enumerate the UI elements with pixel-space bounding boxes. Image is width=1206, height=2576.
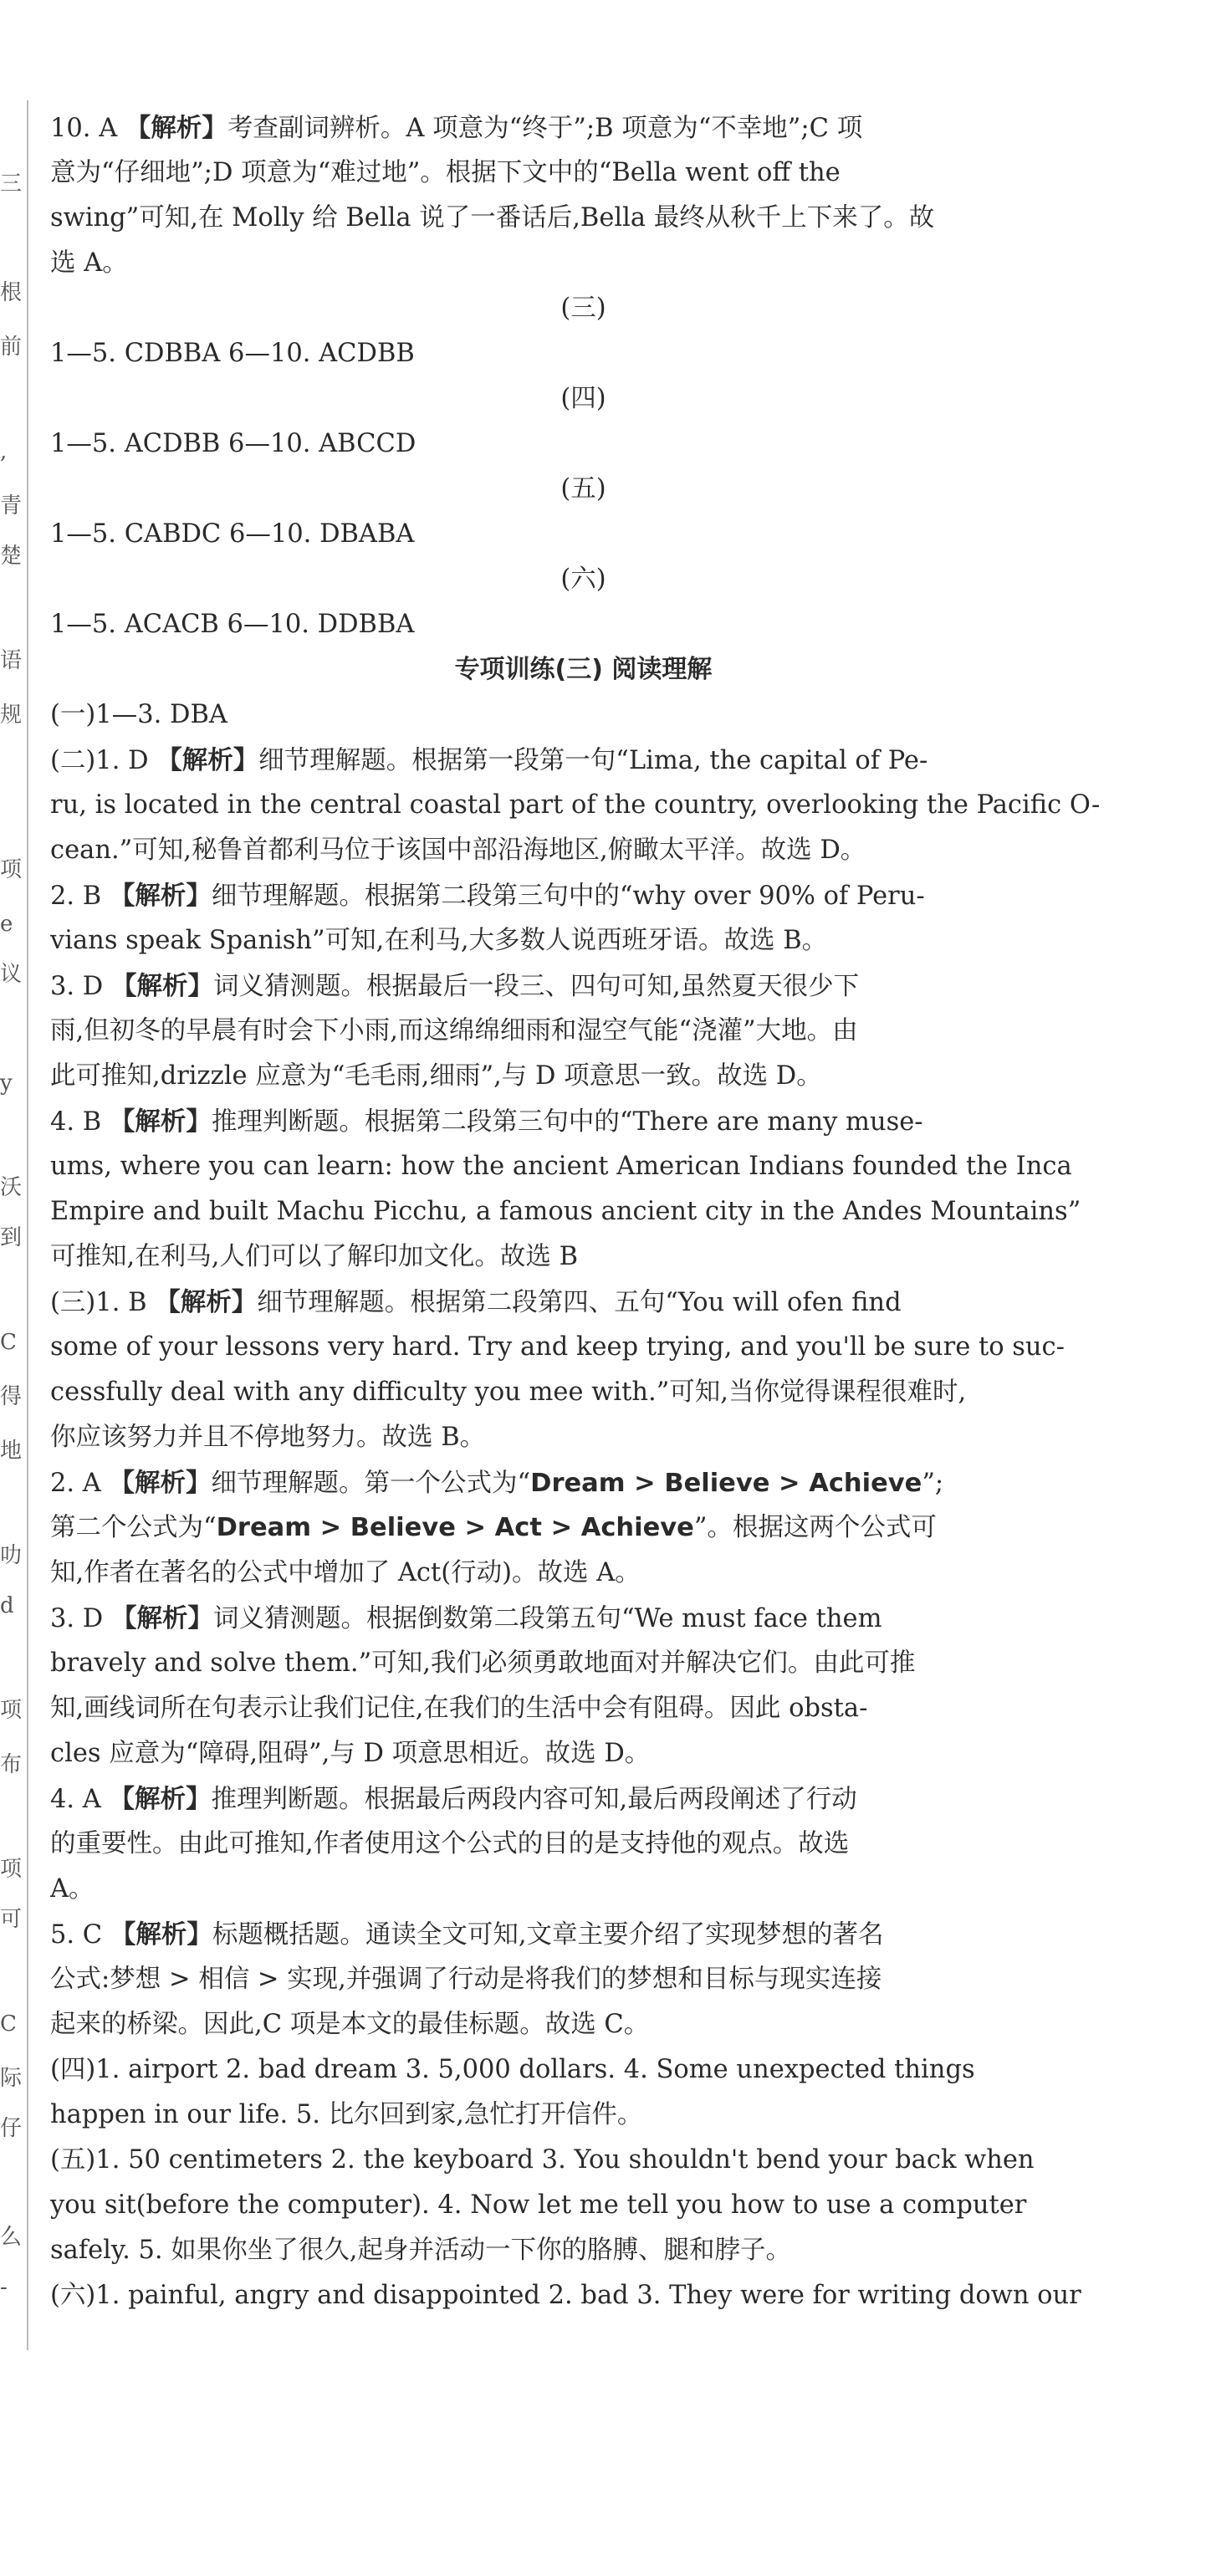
- text-line: [50, 2183, 1117, 2228]
- analysis-label: 【解析】: [125, 113, 227, 143]
- text-segment: 标题概括题。通读全文可知,文章主要介绍了实现梦想的著名: [212, 1920, 884, 1950]
- text-segment: 2. B: [50, 882, 110, 911]
- analysis-label: 【解析】: [109, 881, 212, 911]
- margin-fragment: 青: [0, 493, 23, 519]
- text-line: [50, 196, 1117, 241]
- text-line: [50, 422, 1117, 467]
- text-segment: 4. B: [50, 1107, 110, 1137]
- margin-fragment: 项: [0, 857, 23, 882]
- section-number: (六): [560, 565, 606, 594]
- margin-fragment: 得: [0, 1384, 23, 1409]
- text-segment: cean.”可知,秘鲁首都利马位于该国中部沿海地区,俯瞰太平洋。故选 D。: [50, 836, 866, 865]
- text-segment: 5. C: [50, 1920, 110, 1950]
- text-segment: (一)1—3. DBA: [50, 700, 227, 729]
- text-segment: cles 应意为“障碍,阻碍”,与 D 项意思相近。故选 D。: [50, 1739, 651, 1768]
- text-line: [50, 1415, 1117, 1460]
- text-line: [50, 1912, 1117, 1957]
- text-segment: 知,作者在著名的公式中增加了 Act(行动)。故选 A。: [50, 1558, 641, 1587]
- text-line: [50, 1099, 1117, 1144]
- margin-fragment: 根: [0, 280, 23, 305]
- text-segment: safely. 5. 如果你坐了很久,起身并活动一下你的胳膊、腿和脖子。: [50, 2236, 791, 2265]
- margin-fragment: 可: [0, 1907, 23, 1932]
- text-segment: cessfully deal with any difficulty you mee with.”可知,当你觉得课程很难时,: [50, 1377, 967, 1407]
- text-line: [50, 331, 1117, 376]
- text-segment: ”。根据这两个公式可: [693, 1513, 937, 1542]
- margin-fragment: e: [0, 912, 13, 937]
- text-segment: ums, where you can learn: how the ancient American Indians founded the Inca: [50, 1152, 1072, 1181]
- text-segment: (六)1. painful, angry and disappointed 2. bad 3. They were for writing down our: [50, 2281, 1081, 2310]
- text-segment: 意为“仔细地”;D 项意为“难过地”。根据下文中的“Bella went off the: [50, 158, 841, 187]
- margin-fragment: 语: [0, 648, 23, 673]
- text-line: [50, 1822, 1117, 1867]
- analysis-label: 【解析】: [109, 1468, 212, 1498]
- formula-text: Dream > Believe > Act > Achieve: [216, 1513, 694, 1542]
- margin-fragment: 项: [0, 1698, 23, 1723]
- margin-fragment: 么: [0, 2225, 23, 2250]
- text-segment: A。: [50, 1874, 95, 1904]
- analysis-label: 【解析】: [109, 1784, 212, 1814]
- text-segment: 第二个公式为“: [50, 1513, 217, 1542]
- text-line: [50, 873, 1117, 918]
- text-segment: 细节理解题。第一个公式为“: [211, 1469, 531, 1498]
- text-segment: 1—5. ACACB 6—10. DDBBA: [50, 610, 415, 639]
- text-line: [50, 1731, 1117, 1776]
- text-line: [50, 105, 1117, 151]
- analysis-label: 【解析】: [110, 1919, 212, 1950]
- text-line: [50, 602, 1117, 647]
- text-segment: ru, is located in the central coastal part of the country, overlooking the Pacific O-: [50, 790, 1101, 820]
- text-segment: 推理判断题。根据最后两段内容可知,最后两段阐述了行动: [211, 1785, 857, 1814]
- text-line: [50, 1370, 1117, 1415]
- text-segment: swing”可知,在 Molly 给 Bella 说了一番话后,Bella 最终从秋千上下来了。故: [50, 203, 935, 233]
- margin-fragment: 规: [0, 703, 23, 728]
- text-line: [50, 693, 1117, 738]
- text-line: [50, 963, 1117, 1009]
- margin-fragment: 仔: [0, 2116, 23, 2141]
- margin-divider: [27, 100, 28, 2350]
- text-segment: 10. A: [50, 114, 125, 143]
- margin-fragment: 布: [0, 1752, 23, 1777]
- text-segment: 4. A: [50, 1785, 110, 1814]
- text-line: [50, 1551, 1117, 1596]
- text-line: [50, 2138, 1117, 2183]
- margin-fragment: C: [0, 1330, 17, 1355]
- analysis-label: 【解析】: [155, 1287, 258, 1317]
- text-segment: 词义猜测题。根据最后一段三、四句可知,虽然夏天很少下: [212, 972, 860, 1001]
- text-line: [50, 1505, 1117, 1551]
- text-line: [50, 1596, 1117, 1641]
- text-segment: 考查副词辨析。A 项意为“终于”;B 项意为“不幸地”;C 项: [227, 114, 863, 143]
- text-segment: 此可推知,drizzle 应意为“毛毛雨,细雨”,与 D 项意思一致。故选 D。: [50, 1061, 822, 1091]
- text-segment: 雨,但初冬的早晨有时会下小雨,而这绵绵细雨和湿空气能“浇灌”大地。由: [50, 1016, 858, 1045]
- formula-text: Dream > Believe > Achieve: [530, 1469, 922, 1498]
- text-segment: 词义猜测题。根据倒数第二段第五句“We must face them: [212, 1604, 882, 1633]
- text-line: [50, 1280, 1117, 1325]
- text-line: [50, 1460, 1117, 1505]
- text-segment: some of your lessons very hard. Try and keep trying, and you'll be sure to suc-: [50, 1332, 1065, 1362]
- text-segment: (三)1. B: [50, 1288, 156, 1317]
- text-line: [50, 1009, 1117, 1054]
- margin-fragment: 议: [0, 962, 23, 987]
- text-line: [50, 241, 1117, 286]
- analysis-label: 【解析】: [110, 971, 213, 1001]
- text-segment: 3. D: [50, 1604, 111, 1633]
- text-line: [50, 738, 1117, 783]
- text-line: [50, 1776, 1117, 1822]
- margin-fragment: 地: [0, 1439, 23, 1464]
- text-line: [50, 2228, 1117, 2273]
- section-number: (三): [560, 294, 606, 323]
- text-line: [50, 2273, 1117, 2318]
- text-segment: 1—5. CABDC 6—10. DBABA: [50, 519, 415, 549]
- text-line: [50, 1054, 1117, 1099]
- text-segment: 知,画线词所在句表示让我们记住,在我们的生活中会有阻碍。因此 obsta-: [50, 1694, 868, 1723]
- text-segment: 细节理解题。根据第二段第四、五句“You will ofen find: [257, 1288, 902, 1317]
- text-line: [50, 2002, 1117, 2047]
- text-line: [50, 1641, 1117, 1686]
- margin-fragment: -: [0, 2275, 8, 2300]
- margin-fragment: 前: [0, 335, 23, 360]
- left-margin-fragments: [0, 0, 23, 2342]
- answer-key-content: [50, 105, 1117, 2318]
- section-number: (五): [560, 474, 606, 503]
- text-segment: 选 A。: [50, 248, 128, 278]
- section-title: 专项训练(三) 阅读理解: [454, 655, 713, 684]
- text-line: [50, 1325, 1117, 1370]
- text-segment: (五)1. 50 centimeters 2. the keyboard 3. You shouldn't bend your back when: [50, 2145, 1035, 2175]
- text-segment: Empire and built Machu Picchu, a famous ancient city in the Andes Mountains”: [50, 1197, 1081, 1226]
- text-segment: 推理判断题。根据第二段第三句中的“There are many muse-: [211, 1107, 923, 1137]
- analysis-label: 【解析】: [156, 745, 259, 775]
- text-line: [50, 918, 1117, 963]
- margin-fragment: 项: [0, 1857, 23, 1882]
- text-line: [50, 1957, 1117, 2002]
- section-number: (四): [560, 384, 606, 413]
- text-line: [50, 1234, 1117, 1280]
- text-segment: 你应该努力并且不停地努力。故选 B。: [50, 1423, 486, 1452]
- margin-fragment: 际: [0, 2066, 23, 2091]
- text-line: [50, 2047, 1117, 2093]
- margin-fragment: 三: [0, 171, 23, 197]
- text-segment: 3. D: [50, 972, 111, 1001]
- text-line: [50, 783, 1117, 828]
- margin-fragment: ,: [0, 439, 8, 464]
- text-segment: (二)1. D: [50, 746, 157, 775]
- text-segment: bravely and solve them.”可知,我们必须勇敢地面对并解决它们。由此可推: [50, 1648, 916, 1678]
- text-line: [50, 151, 1117, 196]
- margin-fragment: 沃: [0, 1175, 23, 1200]
- text-segment: 1—5. ACDBB 6—10. ABCCD: [50, 429, 416, 458]
- text-segment: 1—5. CDBBA 6—10. ACDBB: [50, 339, 415, 368]
- text-line: [50, 1867, 1117, 1912]
- text-segment: 细节理解题。根据第一段第一句“Lima, the capital of Pe-: [258, 746, 928, 775]
- text-segment: 的重要性。由此可推知,作者使用这个公式的目的是支持他的观点。故选: [50, 1829, 850, 1858]
- margin-fragment: 叻: [0, 1543, 23, 1568]
- margin-fragment: d: [0, 1593, 14, 1618]
- text-line: [50, 512, 1117, 557]
- text-segment: 2. A: [50, 1469, 110, 1498]
- margin-fragment: 到: [0, 1225, 23, 1250]
- text-line: [50, 828, 1117, 873]
- text-segment: you sit(before the computer). 4. Now let me tell you how to use a computer: [50, 2190, 1027, 2220]
- text-segment: ”;: [922, 1469, 944, 1498]
- text-segment: 细节理解题。根据第二段第三句中的“why over 90% of Peru-: [211, 882, 925, 911]
- text-segment: 可推知,在利马,人们可以了解印加文化。故选 B: [50, 1242, 578, 1271]
- text-segment: 起来的桥梁。因此,C 项是本文的最佳标题。故选 C。: [50, 2010, 650, 2039]
- text-line: [50, 2093, 1117, 2138]
- text-segment: 公式:梦想 > 相信 > 实现,并强调了行动是将我们的梦想和目标与现实连接: [50, 1965, 882, 1994]
- analysis-label: 【解析】: [110, 1603, 213, 1633]
- text-segment: happen in our life. 5. 比尔回到家,急忙打开信件。: [50, 2100, 643, 2129]
- text-line: [50, 1189, 1117, 1234]
- text-segment: (四)1. airport 2. bad dream 3. 5,000 dollars. 4. Some unexpected things: [50, 2055, 975, 2084]
- analysis-label: 【解析】: [109, 1107, 212, 1137]
- text-line: [50, 1144, 1117, 1189]
- text-line: [50, 1686, 1117, 1731]
- margin-fragment: 楚: [0, 544, 23, 569]
- margin-fragment: y: [0, 1071, 13, 1096]
- margin-fragment: C: [0, 2011, 17, 2037]
- text-segment: vians speak Spanish”可知,在利马,大多数人说西班牙语。故选 B。: [50, 926, 828, 955]
